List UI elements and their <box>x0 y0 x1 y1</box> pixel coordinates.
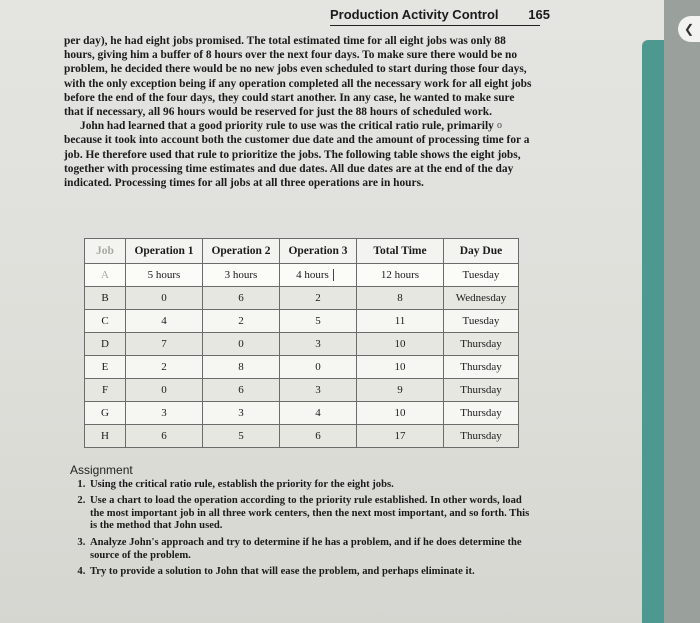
text-cursor-icon <box>333 269 340 281</box>
cell-total: 9 <box>357 379 444 402</box>
list-item: 2. Use a chart to load the operation according to the priority rule established. In other words, load the most important job in all three work centers, then the next most important, and so forth. This is the method that John used. <box>88 495 530 533</box>
paragraph-2: John had learned that a good priority rule to use was the critical ratio rule, primarily because it took into account both the customer due date and the amount of processing time for a job. He therefore used that rule to prioritize the jobs. The following table shows the eight jobs, together with processing time estimates and due dates. All due dates are at the end of the day indicated. Processing times for all jobs at all three operations are in hours. <box>64 120 530 190</box>
cell-op2: 6 <box>203 379 280 402</box>
cell-op3: 2 <box>280 287 357 310</box>
table-header-row <box>85 239 519 264</box>
table-row <box>85 310 519 333</box>
assignment-title: Assignment <box>70 463 133 477</box>
cell-due: Thursday <box>444 333 519 356</box>
header-day-due: Day Due <box>444 239 519 264</box>
cell-due: Wednesday <box>444 287 519 310</box>
cell-op2: 3 <box>203 402 280 425</box>
cell-op3: 6 <box>280 425 357 448</box>
cell-op3: 5 <box>280 310 357 333</box>
table-row <box>85 425 519 448</box>
cell-total: 17 <box>357 425 444 448</box>
cell-op3-value: 4 hours <box>296 268 329 281</box>
case-body-text <box>64 34 534 190</box>
list-item: 1. Using the critical ratio rule, establish the priority for the eight jobs. <box>88 479 530 492</box>
cell-op1: 2 <box>126 356 203 379</box>
cell-op1: 0 <box>126 287 203 310</box>
cell-due: Thursday <box>444 402 519 425</box>
page-number: 165 <box>528 7 550 22</box>
cell-op1: 3 <box>126 402 203 425</box>
cell-op2: 2 <box>203 310 280 333</box>
collapse-chevron-icon[interactable]: ❮ <box>678 16 700 42</box>
cell-op3 <box>280 264 357 287</box>
cell-job: E <box>85 356 126 379</box>
cell-op2: 6 <box>203 287 280 310</box>
cell-job: G <box>85 402 126 425</box>
cell-total: 8 <box>357 287 444 310</box>
cell-op1: 4 <box>126 310 203 333</box>
background-edge <box>664 0 700 623</box>
cell-job: H <box>85 425 126 448</box>
cell-total: 11 <box>357 310 444 333</box>
cell-due: Thursday <box>444 425 519 448</box>
table-row <box>85 287 519 310</box>
cell-total: 10 <box>357 402 444 425</box>
margin-mark: o <box>497 120 502 131</box>
cell-due: Thursday <box>444 356 519 379</box>
table-row <box>85 333 519 356</box>
header-operation-1: Operation 1 <box>126 239 203 264</box>
cell-total: 10 <box>357 333 444 356</box>
cell-due: Thursday <box>444 379 519 402</box>
cell-op1: 7 <box>126 333 203 356</box>
table-row <box>85 264 519 287</box>
cell-job: C <box>85 310 126 333</box>
list-item: 4. Try to provide a solution to John that will ease the problem, and perhaps eliminate it. <box>88 566 530 579</box>
header-job: Job <box>85 239 126 264</box>
cell-job: B <box>85 287 126 310</box>
header-title: Production Activity Control <box>330 7 499 22</box>
cell-op3: 0 <box>280 356 357 379</box>
cell-due: Tuesday <box>444 264 519 287</box>
cell-op2: 8 <box>203 356 280 379</box>
cell-total: 12 hours <box>357 264 444 287</box>
header-operation-2: Operation 2 <box>203 239 280 264</box>
table-row <box>85 379 519 402</box>
assignment-list <box>70 479 530 579</box>
cell-job: F <box>85 379 126 402</box>
assignment-section <box>70 464 530 583</box>
cell-job: A <box>85 264 126 287</box>
cell-op1: 6 <box>126 425 203 448</box>
cell-op1: 0 <box>126 379 203 402</box>
running-header <box>330 7 550 26</box>
cell-op3: 3 <box>280 333 357 356</box>
job-table <box>84 238 519 448</box>
cell-total: 10 <box>357 356 444 379</box>
page-tab-bar <box>642 40 664 623</box>
cell-op1: 5 hours <box>126 264 203 287</box>
cell-op2: 5 <box>203 425 280 448</box>
cell-op3: 4 <box>280 402 357 425</box>
cell-op2: 3 hours <box>203 264 280 287</box>
header-operation-3: Operation 3 <box>280 239 357 264</box>
cell-due: Tuesday <box>444 310 519 333</box>
table-row <box>85 356 519 379</box>
list-item: 3. Analyze John's approach and try to determine if he has a problem, and if he does determine the source of the problem. <box>88 537 530 562</box>
cell-op3: 3 <box>280 379 357 402</box>
header-total-time: Total Time <box>357 239 444 264</box>
cell-op2: 0 <box>203 333 280 356</box>
cell-job: D <box>85 333 126 356</box>
table-row <box>85 402 519 425</box>
paragraph-1: per day), he had eight jobs promised. The total estimated time for all eight jobs was only 88 hours, giving him a buffer of 8 hours over the next four days. To make sure there would be no problem, he decided there would be no new jobs even scheduled to start during those four days, with the only exception being if any operation completed all the necessary work for all eight jobs before the end of the four days, they could start another. In any case, he wanted to make sure that if necessary, all 96 hours would be reserved for just the 88 hours of scheduled work. <box>64 35 532 119</box>
